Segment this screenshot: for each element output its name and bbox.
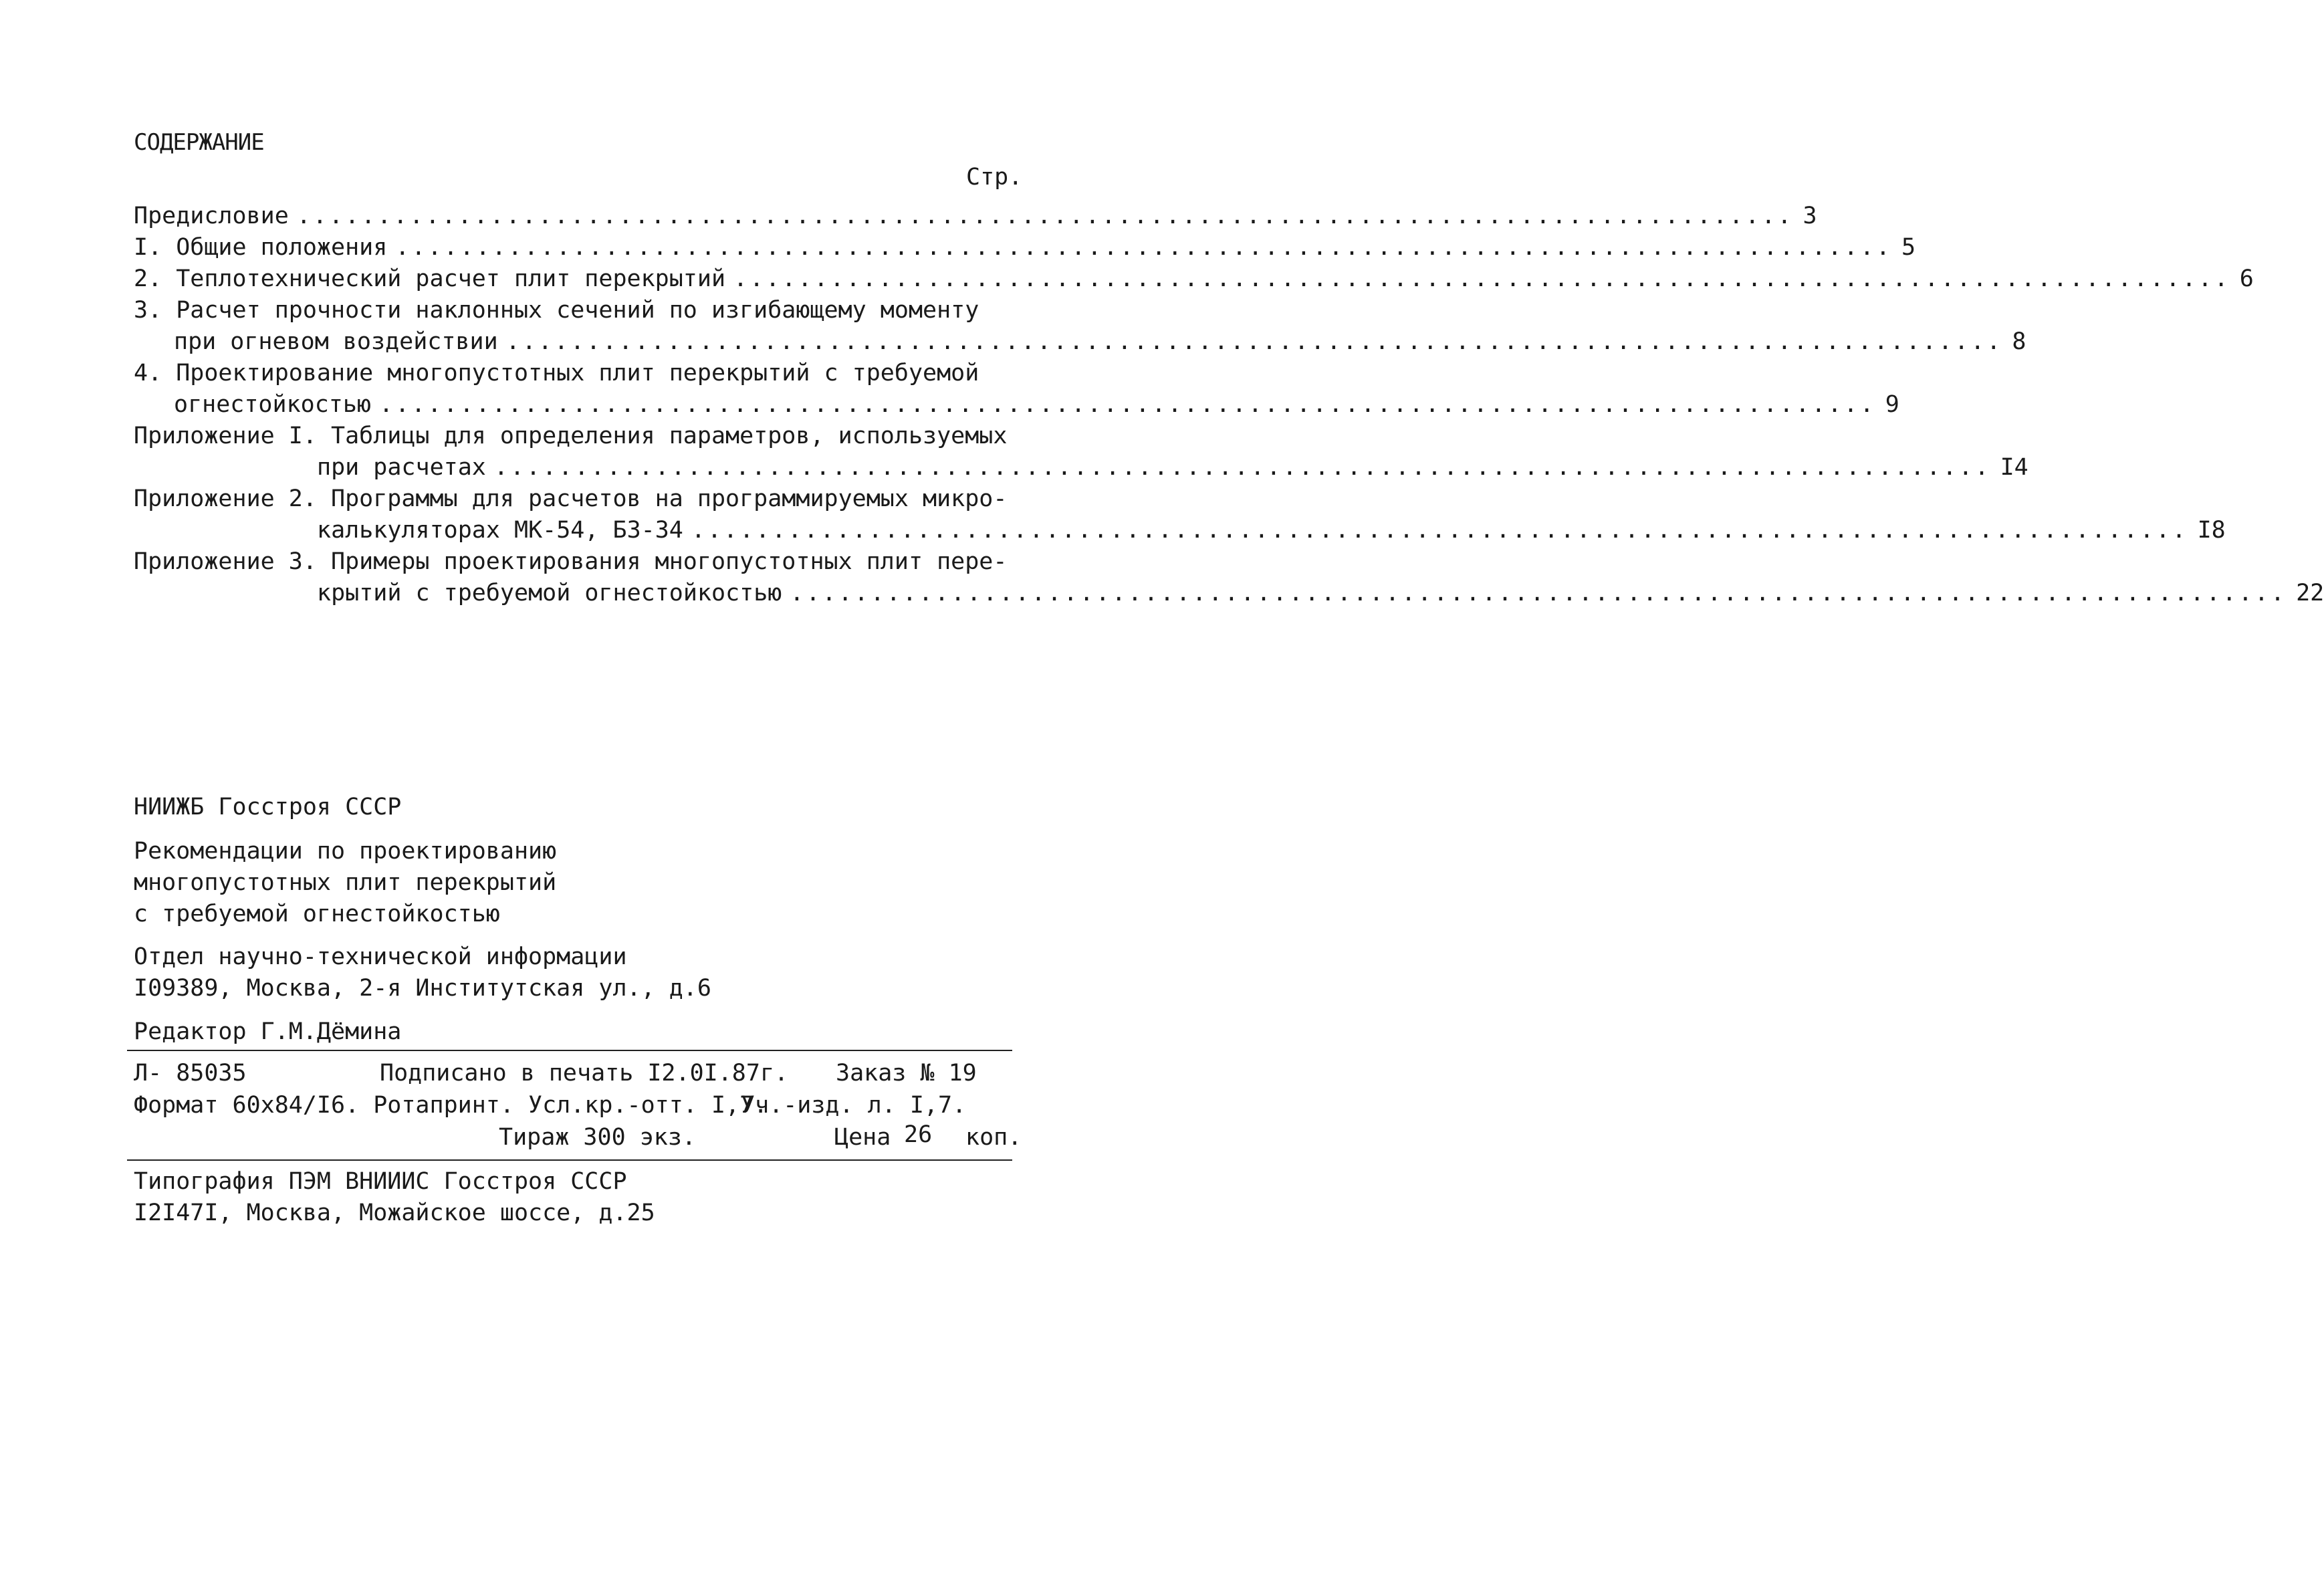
toc-entry-text-continued: огнестойкостью — [174, 391, 372, 418]
toc-leader-dots: ............................................................................................. — [733, 265, 2230, 292]
toc-entry-text-continued: крытий с требуемой огнестойкостью — [317, 580, 782, 606]
toc-entry-text: Приложение 2. Программы для расчетов на программируемых микро- — [134, 485, 1008, 512]
toc-page-column-header: Стр. — [966, 164, 1023, 191]
imprint-edition-sheets: Уч.-изд. л. I,7. — [741, 1092, 967, 1119]
imprint-printer — [134, 1170, 1018, 1233]
toc-entry — [134, 259, 2254, 292]
toc-page-number: I8 — [2197, 517, 2226, 544]
toc-page-number: 8 — [2012, 328, 2026, 355]
imprint-price-value: 26 — [904, 1121, 933, 1148]
toc-entry — [134, 542, 2324, 606]
toc-page-number: 9 — [1885, 391, 1899, 418]
toc-entry-text: I. Общие положения — [134, 234, 388, 261]
imprint-price-label: Цена — [834, 1124, 891, 1151]
imprint-printer-address: I2I47I, Москва, Можайское шоссе, д.25 — [134, 1200, 655, 1226]
imprint-title-line: Рекомендации по проектированию — [134, 838, 557, 865]
divider-rule — [127, 1159, 1012, 1161]
imprint-editor: Редактор Г.М.Дёмина — [134, 1018, 402, 1045]
toc-leader-dots: ............................................................................................. — [505, 328, 2003, 355]
toc-entry — [134, 479, 2226, 544]
table-of-contents — [134, 197, 2324, 606]
imprint-order: Заказ № 19 — [836, 1060, 977, 1087]
toc-leader-dots: ............................................................................................. — [691, 517, 2188, 544]
toc-leader-dots: ............................................................................................. — [296, 203, 1794, 229]
imprint-format: Формат 60х84/I6. Ротапринт. Усл.кр.-отт. I,7. — [134, 1092, 768, 1119]
toc-page-number: 6 — [2239, 265, 2254, 292]
imprint-run: Тираж 300 экз. — [499, 1124, 697, 1151]
toc-entry — [134, 417, 2028, 481]
imprint-printer-line: Типография ПЭМ ВНИИИС Госстроя СССР — [134, 1168, 627, 1195]
toc-leader-dots: ............................................................................................. — [379, 391, 1876, 418]
toc-leader-dots: ............................................................................................. — [395, 234, 1892, 261]
divider-rule — [127, 1050, 1012, 1051]
toc-entry-text: Приложение 3. Примеры проектирования многопустотных плит пере- — [134, 548, 1008, 575]
toc-entry-text: Предисловие — [134, 203, 289, 229]
imprint-price-unit: коп. — [965, 1124, 1022, 1151]
imprint-title-line: многопустотных плит перекрытий — [134, 869, 557, 896]
imprint-department — [134, 945, 1018, 1008]
imprint-title — [134, 840, 1018, 934]
imprint-address-line: I09389, Москва, 2-я Институтская ул., д.6 — [134, 975, 711, 1002]
imprint-title-line: с требуемой огнестойкостью — [134, 901, 500, 927]
toc-leader-dots: ............................................................................................. — [790, 580, 2287, 606]
toc-page-number: I4 — [2000, 454, 2028, 481]
toc-entry — [134, 197, 1817, 229]
toc-leader-dots: ............................................................................................. — [493, 454, 1991, 481]
toc-entry — [134, 228, 1916, 261]
toc-entry-text: 4. Проектирование многопустотных плит перекрытий с требуемой — [134, 360, 979, 386]
toc-entry — [134, 354, 1899, 418]
toc-entry-text-continued: калькуляторах МК-54, БЗ-34 — [317, 517, 683, 544]
toc-entry-text-continued: при расчетах — [317, 454, 486, 481]
toc-page-number: 3 — [1803, 203, 1817, 229]
toc-entry-text: Приложение I. Таблицы для определения параметров, используемых — [134, 423, 1008, 449]
toc-page-number: 5 — [1901, 234, 1916, 261]
imprint-code: Л- 85035 — [134, 1060, 247, 1087]
toc-entry-text: 2. Теплотехнический расчет плит перекрытий — [134, 265, 726, 292]
toc-entry — [134, 291, 2026, 355]
toc-page-number: 22 — [2296, 580, 2324, 606]
toc-entry-text: 3. Расчет прочности наклонных сечений по изгибающему моменту — [134, 297, 979, 324]
toc-entry-text-continued: при огневом воздействии — [174, 328, 498, 355]
imprint-signed: Подписано в печать I2.0I.87г. — [380, 1060, 789, 1087]
toc-title: СОДЕРЖАНИЕ — [134, 129, 264, 156]
imprint-organization: НИИЖБ Госстроя СССР — [134, 794, 402, 820]
imprint-department-line: Отдел научно-технической информации — [134, 943, 627, 970]
